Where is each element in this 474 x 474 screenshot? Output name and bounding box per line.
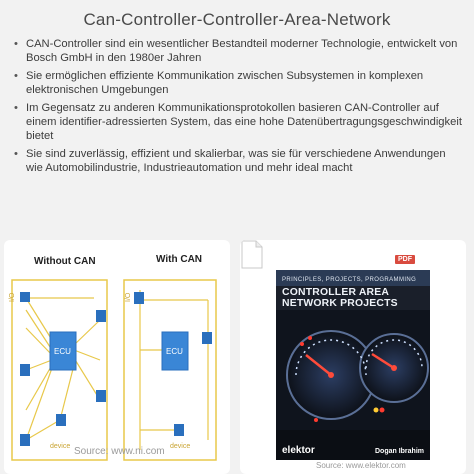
pdf-badge: PDF: [395, 255, 415, 264]
io-label: I/O: [125, 292, 132, 302]
bullet-item: • Sie ermöglichen effiziente Kommunikation zwischen Subsystemen in komplexen elektronischen Umgebungen: [14, 70, 462, 97]
io-node: [20, 434, 30, 446]
bullet-item: • Im Gegensatz zu anderen Kommunikationsprotokollen basieren CAN-Controller auf einem identifier-adressierten System, das eine hohe Datenübertragungsgeschwindigkeit bietet: [14, 102, 462, 143]
bullet-item: • CAN-Controller sind ein wesentlicher Bestandteil moderner Technologie, entwickelt von Bosch GmbH in den 1980er Jahren: [14, 38, 462, 65]
ecu-label: ECU: [166, 347, 183, 356]
book-author: Dogan Ibrahim: [374, 448, 424, 455]
device-node: [96, 390, 106, 402]
diagram-source: Source: www.ni.com: [74, 446, 165, 457]
speedometer-illustration: [276, 270, 430, 460]
book-title: CONTROLLER AREA NETWORK PROJECTS: [282, 287, 398, 309]
bullet-item: • Sie sind zuverlässig, effizient und skalierbar, was sie für verschiedene Anwendungen wie Automobilindustrie, Industrieautomation und mehr ideal macht: [14, 148, 462, 175]
device-node: [174, 424, 184, 436]
page-title: Can-Controller-Controller-Area-Network: [83, 10, 391, 29]
bullet-list: [14, 38, 462, 180]
io-node: [20, 364, 30, 376]
device-node: [56, 414, 66, 426]
book-series: PRINCIPLES, PROJECTS, PROGRAMMING: [282, 277, 417, 283]
book-source: Source: www.elektor.com: [316, 461, 406, 470]
device-label: device: [50, 443, 71, 450]
device-node: [202, 332, 212, 344]
io-node: [20, 292, 30, 302]
ecu-label: ECU: [54, 347, 71, 356]
with-can-label: With CAN: [156, 254, 203, 265]
device-node: [96, 310, 106, 322]
can-diagram: [4, 240, 230, 474]
pdf-icon: [240, 240, 264, 269]
io-label: I/O: [9, 292, 16, 302]
device-label: device: [170, 443, 191, 450]
without-can-label: Without CAN: [34, 256, 96, 267]
can-diagram-panel: [4, 240, 230, 474]
publisher-logo: elektor: [282, 445, 315, 456]
book-panel: [240, 240, 466, 474]
io-node: [134, 292, 144, 304]
book-cover: [276, 270, 430, 460]
